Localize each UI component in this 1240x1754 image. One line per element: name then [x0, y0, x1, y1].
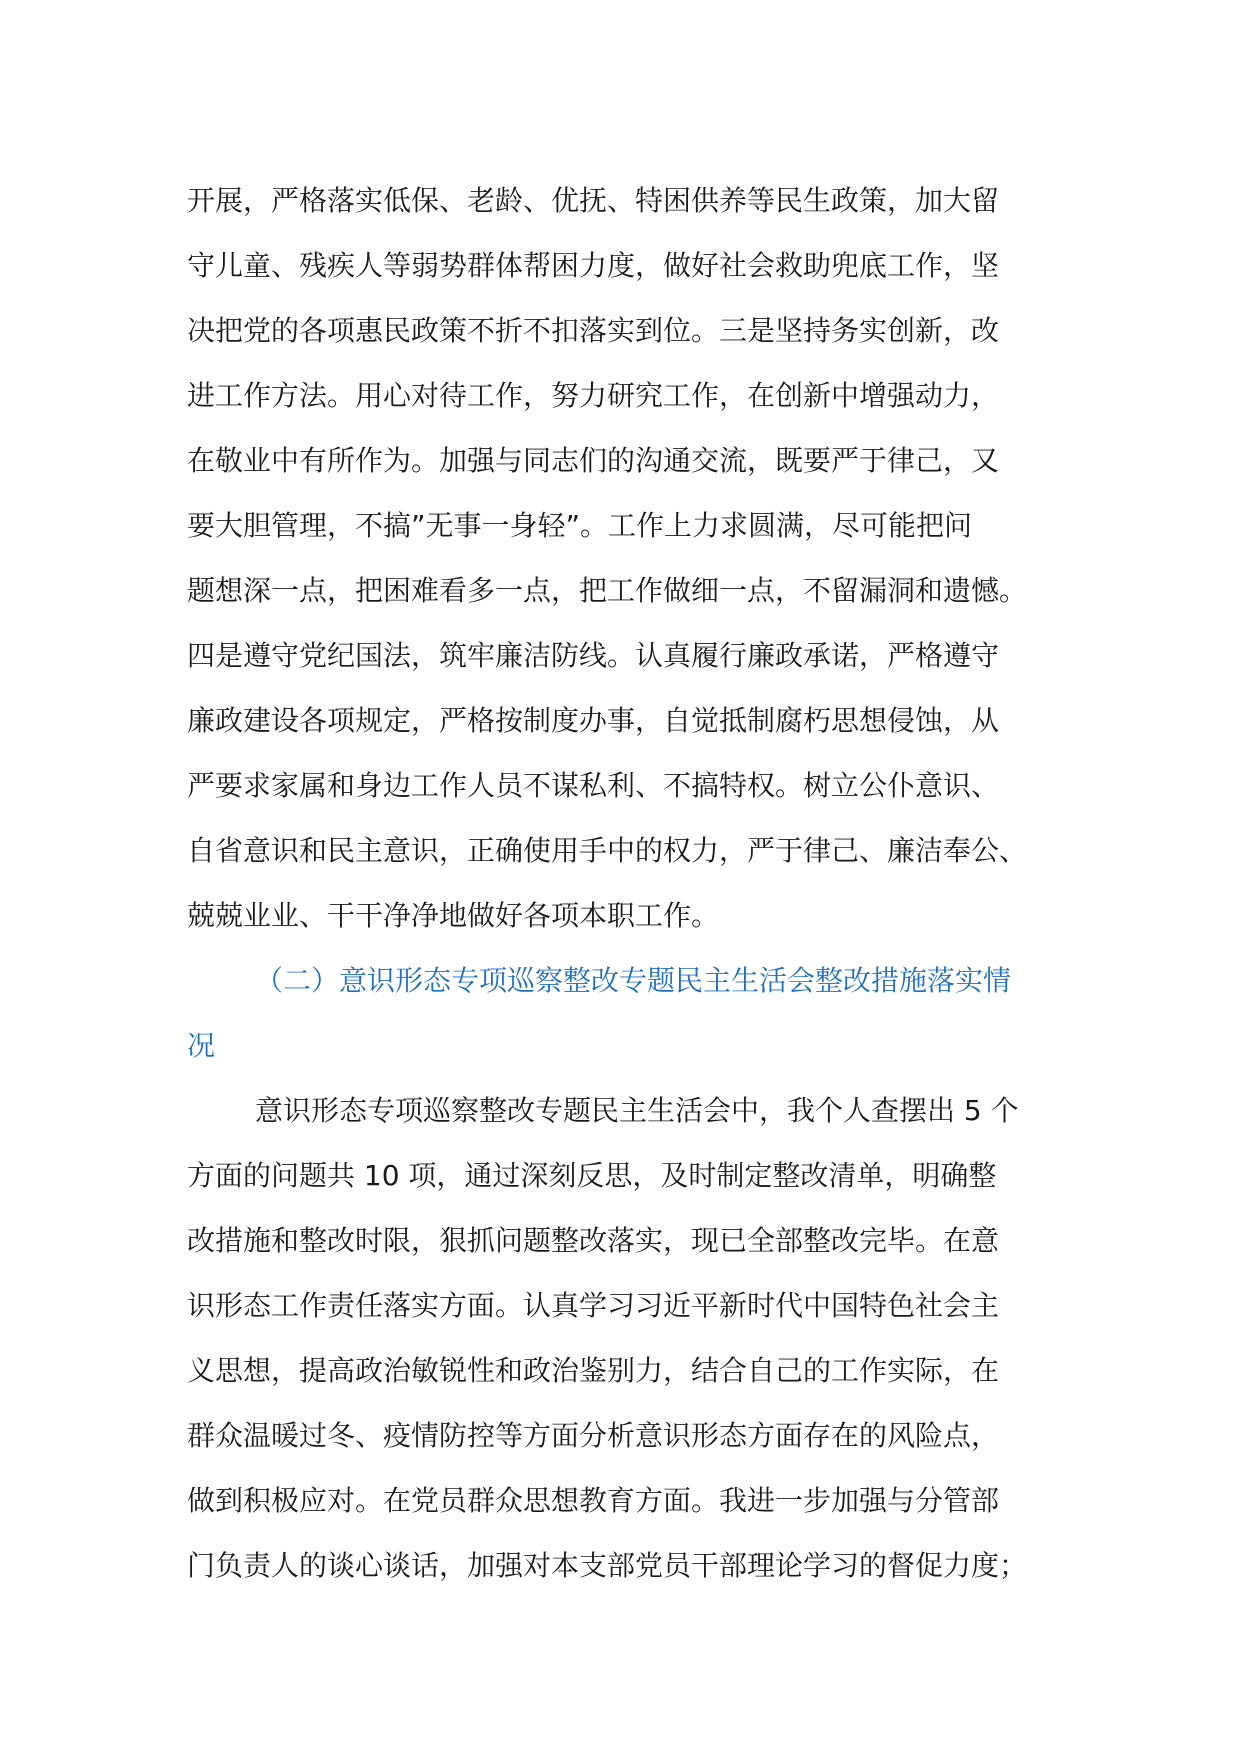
heading-line: 况	[187, 1029, 216, 1062]
text-line: 进工作方法。用心对待工作，努力研究工作，在创新中增强动力，	[187, 379, 1000, 412]
text-line: 守儿童、残疾人等弱势群体帮困力度，做好社会救助兜底工作，坚	[187, 249, 1000, 282]
text-line: 义思想，提高政治敏锐性和政治鉴别力，结合自己的工作实际，在	[187, 1354, 1000, 1387]
text-line: 严要求家属和身边工作人员不谋私利、不搞特权。树立公仆意识、	[187, 769, 1000, 802]
text-line: 四是遵守党纪国法，筑牢廉洁防线。认真履行廉政承诺，严格遵守	[187, 639, 1000, 672]
paragraph-2	[187, 1078, 1085, 1598]
document-body	[187, 168, 1085, 1598]
section-heading	[187, 948, 1085, 1078]
text-line: 门负责人的谈心谈话，加强对本支部党员干部理论学习的督促力度；	[187, 1549, 1028, 1582]
text-line: 群众温暖过冬、疫情防控等方面分析意识形态方面存在的风险点，	[187, 1419, 1000, 1452]
text-line: 在敬业中有所作为。加强与同志们的沟通交流，既要严于律己，又	[187, 444, 1000, 477]
text-line: 题想深一点，把困难看多一点，把工作做细一点，不留漏洞和遗憾。	[187, 574, 1028, 607]
text-line: 要大胆管理，不搞”无事一身轻”。工作上力求圆满，尽可能把问	[187, 509, 973, 542]
text-line: 兢兢业业、干干净净地做好各项本职工作。	[187, 899, 720, 932]
text-line: 方面的问题共 10 项，通过深刻反思，及时制定整改清单，明确整	[187, 1159, 997, 1192]
text-line: 改措施和整改时限，狠抓问题整改落实，现已全部整改完毕。在意	[187, 1224, 1000, 1257]
text-line: 自省意识和民主意识，正确使用手中的权力，严于律己、廉洁奉公、	[187, 834, 1028, 867]
paragraph-1	[187, 168, 1085, 948]
text-line: 识形态工作责任落实方面。认真学习习近平新时代中国特色社会主	[187, 1289, 1000, 1322]
text-line: 开展，严格落实低保、老龄、优抚、特困供养等民生政策，加大留	[187, 184, 1000, 217]
text-line: 廉政建设各项规定，严格按制度办事，自觉抵制腐朽思想侵蚀，从	[187, 704, 1000, 737]
heading-line: （二）意识形态专项巡察整改专题民主生活会整改措施落实情	[255, 964, 1012, 997]
text-line: 做到积极应对。在党员群众思想教育方面。我进一步加强与分管部	[187, 1484, 1000, 1517]
text-line: 决把党的各项惠民政策不折不扣落实到位。三是坚持务实创新，改	[187, 314, 1000, 347]
text-line: 意识形态专项巡察整改专题民主生活会中，我个人查摆出 5 个	[255, 1094, 1019, 1127]
